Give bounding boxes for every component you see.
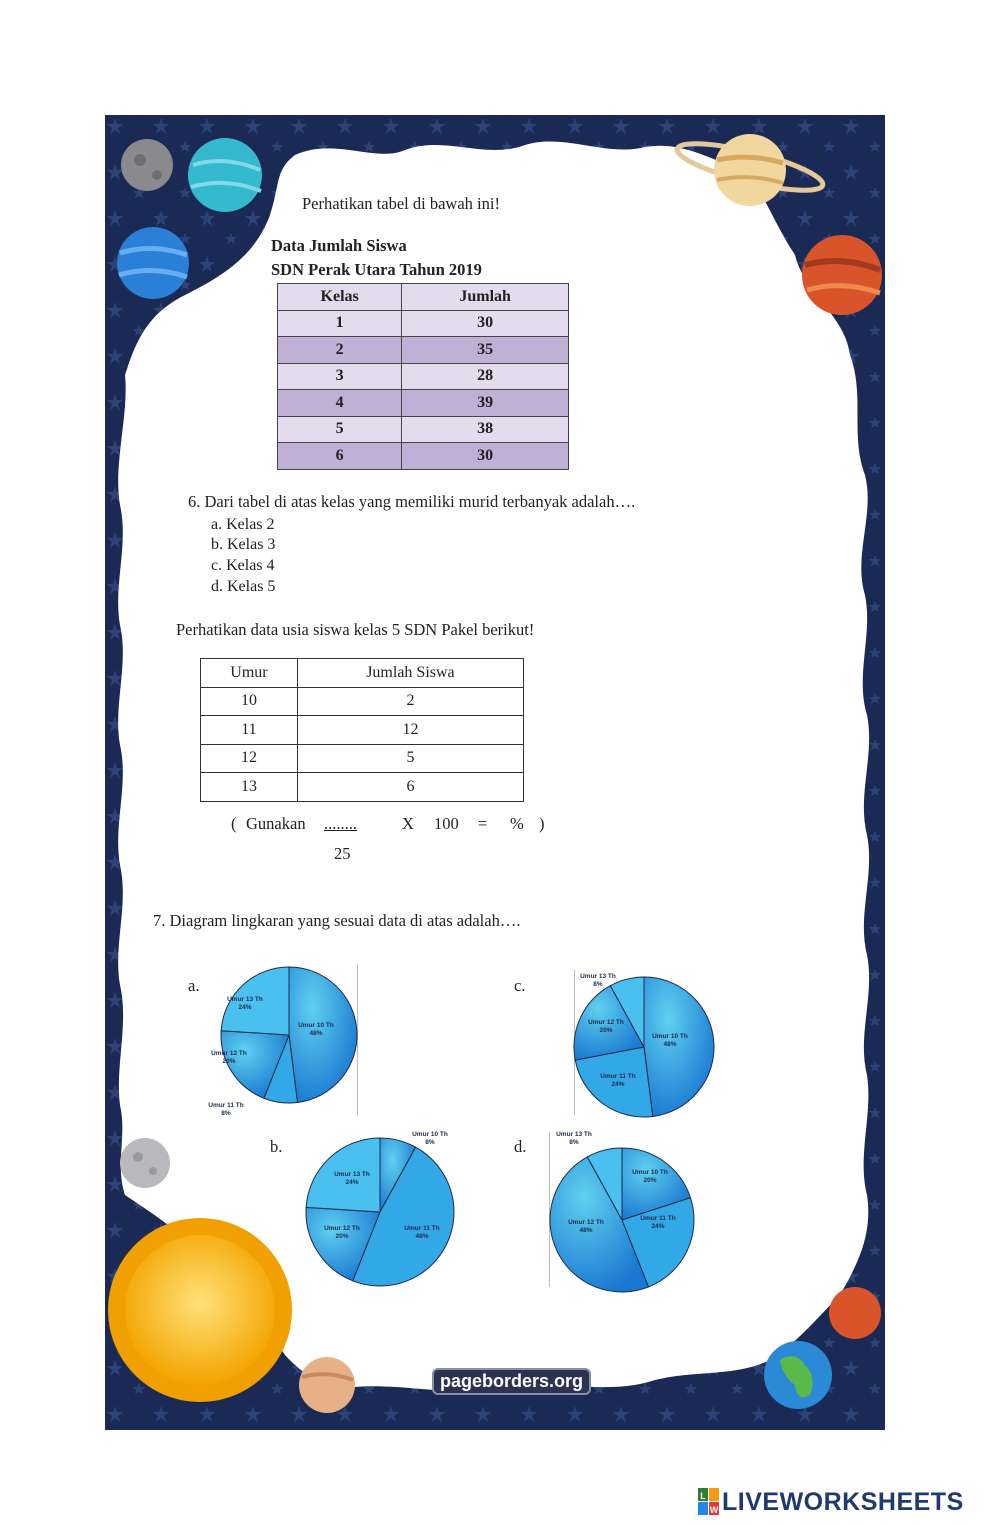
pie-chart-d[interactable] (538, 1120, 718, 1295)
q6-option-d[interactable]: d. Kelas 5 (211, 578, 276, 595)
table1-subtitle: SDN Perak Utara Tahun 2019 (271, 260, 482, 279)
pie-slice-percent: 48% (415, 1233, 429, 1240)
header-kelas: Kelas (278, 284, 402, 311)
pie-slice-percent: 8% (593, 981, 603, 988)
liveworksheets-logo-icon (698, 1488, 720, 1516)
pie-slice-percent: 48% (309, 1030, 323, 1037)
pie-slice-percent: 48% (663, 1041, 677, 1048)
header-jumlah-siswa: Jumlah Siswa (297, 659, 523, 688)
formula-denominator: 25 (334, 844, 351, 863)
pie-slice-label: Umur 12 Th (324, 1225, 360, 1232)
table-row (278, 443, 569, 470)
intro-text: Perhatikan tabel di bawah ini! (302, 194, 500, 213)
formula-times: X (402, 814, 414, 833)
cell: 10 (201, 687, 298, 716)
pie-slice-percent: 8% (221, 1110, 231, 1117)
red-planet-icon (829, 1287, 881, 1339)
pie-slice-label: Umur 11 Th (640, 1215, 676, 1222)
mars-icon (802, 235, 882, 315)
pie-slice-percent: 24% (238, 1004, 252, 1011)
pie-slice-percent: 24% (345, 1179, 359, 1186)
formula-numerator[interactable]: ........ (324, 814, 357, 833)
age-count-table (200, 658, 524, 802)
cell: 12 (297, 716, 523, 745)
pie-slice-percent: 20% (599, 1027, 613, 1034)
table-row (278, 337, 569, 364)
class-count-table (277, 283, 569, 470)
header-umur: Umur (201, 659, 298, 688)
pie-slice-label: Umur 13 Th (580, 973, 616, 980)
logo-letter-l: L (700, 1491, 706, 1501)
cell: 11 (201, 716, 298, 745)
cell: 35 (402, 337, 569, 364)
question-7: 7. Diagram lingkaran yang sesuai data di atas adalah…. (153, 911, 521, 930)
table-row (201, 744, 524, 773)
pie-slice-percent: 20% (335, 1233, 349, 1240)
cell: 2 (297, 687, 523, 716)
cell: 2 (278, 337, 402, 364)
pie-slice-label: Umur 10 Th (632, 1169, 668, 1176)
q7-option-b-letter[interactable]: b. (270, 1137, 283, 1156)
cell: 6 (278, 443, 402, 470)
pie-slice-label: Umur 11 Th (208, 1102, 244, 1109)
cell: 28 (402, 363, 569, 390)
cell: 4 (278, 390, 402, 417)
pie-slice (644, 977, 714, 1116)
table-row (201, 716, 524, 745)
table-row (278, 310, 569, 337)
pie-slice-label: Umur 10 Th (298, 1022, 334, 1029)
cell: 12 (201, 744, 298, 773)
pageborders-badge: pageborders.org (432, 1368, 591, 1395)
mercury-icon (121, 139, 173, 191)
pie-slice-label: Umur 12 Th (588, 1019, 624, 1026)
pie-slice-percent: 24% (651, 1223, 665, 1230)
formula-open-paren: ( (231, 814, 237, 833)
table-row (201, 687, 524, 716)
formula-close-paren: ) (539, 814, 545, 833)
intro-text-2: Perhatikan data usia siswa kelas 5 SDN Pakel berikut! (176, 620, 535, 639)
cell: 5 (278, 416, 402, 443)
pie-slice-label: Umur 12 Th (211, 1050, 247, 1057)
cell: 30 (402, 443, 569, 470)
table-row (201, 773, 524, 802)
cell: 1 (278, 310, 402, 337)
pie-slice-label: Umur 10 Th (652, 1033, 688, 1040)
pie-chart-a[interactable] (200, 955, 380, 1130)
q6-option-c[interactable]: c. Kelas 4 (211, 557, 275, 574)
pie-slice-label: Umur 13 Th (556, 1131, 592, 1138)
formula-equals: = (478, 814, 488, 833)
pie-slice-percent: 8% (569, 1139, 579, 1146)
formula-hundred: 100 (434, 814, 459, 833)
q7-option-a-letter[interactable]: a. (188, 976, 200, 995)
sun-icon (108, 1218, 292, 1402)
table-row (278, 363, 569, 390)
cell: 38 (402, 416, 569, 443)
pie-slice-percent: 24% (611, 1081, 625, 1088)
header-jumlah: Jumlah (402, 284, 569, 311)
q6-option-a[interactable]: a. Kelas 2 (211, 516, 275, 533)
liveworksheets-brand: LIVEWORKSHEETS (722, 1488, 964, 1516)
pie-slice (289, 967, 357, 1102)
pie-slice-label: Umur 12 Th (568, 1219, 604, 1226)
pie-slice-label: Umur 11 Th (404, 1225, 440, 1232)
pie-slice-percent: 48% (579, 1227, 593, 1234)
table1-title: Data Jumlah Siswa (271, 236, 407, 255)
saturn-icon (714, 134, 786, 206)
q7-option-c-letter[interactable]: c. (514, 976, 526, 995)
moon-icon (120, 1138, 170, 1188)
cell: 3 (278, 363, 402, 390)
q6-option-b[interactable]: b. Kelas 3 (211, 536, 276, 553)
formula-word: Gunakan (246, 814, 306, 833)
question-6: 6. Dari tabel di atas kelas yang memiliki murid terbanyak adalah…. (188, 492, 636, 511)
pie-slice-label: Umur 13 Th (334, 1171, 370, 1178)
cell: 5 (297, 744, 523, 773)
pie-chart-c[interactable] (560, 960, 740, 1125)
cell: 13 (201, 773, 298, 802)
pie-slice-label: Umur 11 Th (600, 1073, 636, 1080)
venus-icon (299, 1357, 355, 1413)
pie-slice-percent: 20% (643, 1177, 657, 1184)
table-row (278, 390, 569, 417)
pie-slice-label: Umur 10 Th (412, 1131, 448, 1138)
cell: 30 (402, 310, 569, 337)
pie-slice-percent: 8% (425, 1139, 435, 1146)
cell: 39 (402, 390, 569, 417)
pie-chart-b[interactable] (290, 1120, 470, 1295)
pie-slice-label: Umur 13 Th (227, 996, 263, 1003)
neptune-icon (117, 227, 189, 299)
cell: 6 (297, 773, 523, 802)
pie-slice-percent: 20% (222, 1058, 236, 1065)
formula-percent: % (510, 814, 524, 833)
logo-letter-w: W (709, 1505, 719, 1515)
table-header-row (278, 284, 569, 311)
uranus-icon (188, 138, 262, 212)
table-header-row (201, 659, 524, 688)
q7-option-d-letter[interactable]: d. (514, 1137, 527, 1156)
table-row (278, 416, 569, 443)
